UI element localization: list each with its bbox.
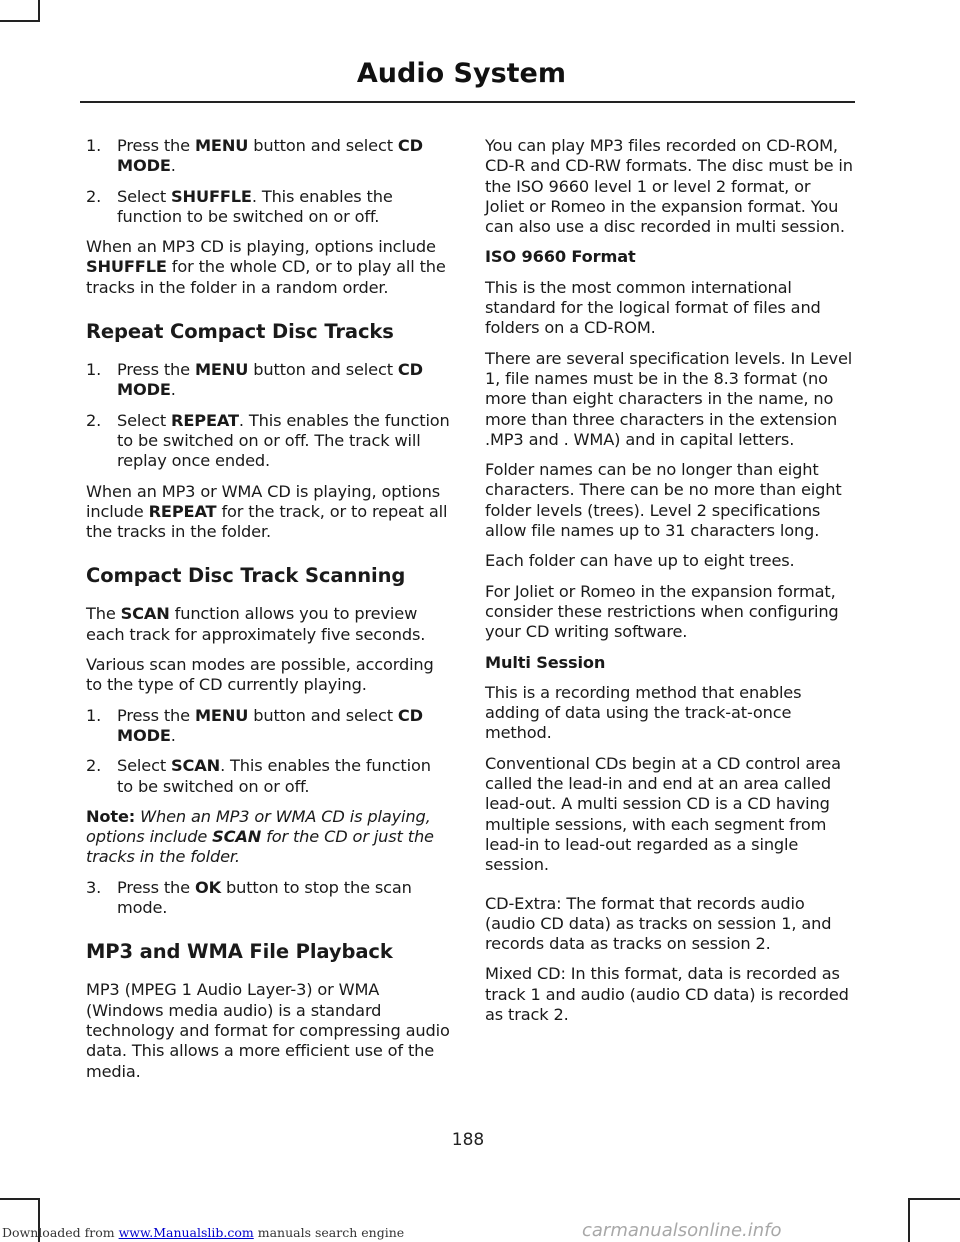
list-item: 1. Press the MENU button and select CD MODE.	[86, 705, 423, 745]
list-item: 2. Select SCAN. This enables the function to be switched on or off.	[86, 756, 431, 796]
list-item: 3. Press the OK button to stop the scan mode.	[86, 877, 412, 918]
paragraph: This is a recording method that enables adding of data using the track-at-once method.	[485, 682, 802, 743]
paragraph: This is the most common international standard for the logical format of files and folders on a CD-ROM.	[485, 277, 821, 338]
left-column	[86, 136, 450, 1092]
paragraph: When an MP3 or WMA CD is playing, options include REPEAT for the track, or to repeat all the tracks in the folder.	[86, 481, 448, 542]
watermark: carmanualsonline.info	[582, 1220, 782, 1241]
paragraph: You can play MP3 files recorded on CD-ROM, CD-R and CD-RW formats. The disc must be in the ISO 9660 level 1 or level 2 format, or Joliet or Romeo in the expansion format. You can also use a disc recorded in multi session.	[485, 136, 853, 237]
paragraph: Each folder can have up to eight trees.	[485, 551, 795, 571]
paragraph: CD-Extra: The format that records audio (audio CD data) as tracks on session 1, and records data as tracks on session 2.	[485, 893, 832, 954]
section-heading: MP3 and WMA File Playback	[86, 940, 393, 964]
list-item: 2. Select REPEAT. This enables the function to be switched on or off. The track will replay once ended.	[86, 410, 450, 471]
page-number: 188	[451, 1130, 485, 1150]
paragraph: The SCAN function allows you to preview each track for approximately five seconds.	[86, 604, 426, 644]
paragraph: MP3 (MPEG 1 Audio Layer-3) or WMA (Windows media audio) is a standard technology and format for compressing audio data. This allows a more efficient use of the media.	[86, 980, 450, 1081]
paragraph: When an MP3 CD is playing, options include SHUFFLE for the whole CD, or to play all the tracks in the folder in a random order.	[86, 237, 446, 297]
paragraph: Mixed CD: In this format, data is recorded as track 1 and audio (audio CD data) is recorded as track 2.	[485, 964, 849, 1024]
page-title: Audio System	[356, 58, 566, 89]
list-item: 1. Press the MENU button and select CD MODE.	[86, 360, 423, 400]
crop-mark	[38, 0, 40, 22]
paragraph: There are several specification levels. In Level 1, file names must be in the 8.3 format (no more than eight characters in the name, no more than three characters in the extension .MP3 and . WMA) and in capital letters.	[485, 348, 853, 449]
paragraph: For Joliet or Romeo in the expansion format, consider these restrictions when configuring your CD writing software.	[485, 581, 839, 642]
list-item: 2. Select SHUFFLE. This enables the function to be switched on or off.	[86, 186, 393, 226]
paragraph: Various scan modes are possible, according to the type of CD currently playing.	[86, 655, 434, 695]
paragraph: Folder names can be no longer than eight characters. There can be no more than eight folder levels (trees). Level 2 specifications allow file names up to 31 characters long.	[485, 460, 842, 541]
section-heading: Repeat Compact Disc Tracks	[86, 320, 394, 344]
right-column	[485, 136, 853, 1035]
crop-mark	[0, 1198, 40, 1200]
crop-mark	[908, 1198, 910, 1242]
crop-mark	[0, 20, 40, 22]
download-note: Downloaded from www.Manualslib.com manuals search engine	[2, 1225, 405, 1240]
subsection-heading: Multi Session	[485, 652, 606, 672]
subsection-heading: ISO 9660 Format	[485, 247, 636, 267]
section-heading: Compact Disc Track Scanning	[86, 564, 406, 588]
paragraph: Conventional CDs begin at a CD control area called the lead-in and end at an area called lead-out. A multi session CD is a CD having multiple sessions, with each segment from lead-in to lead-out regarded as a single session.	[485, 753, 841, 875]
crop-mark	[908, 1198, 960, 1200]
note: Note: When an MP3 or WMA CD is playing, options include SCAN for the CD or just the tracks in the folder.	[86, 806, 434, 867]
list-item: 1. Press the MENU button and select CD MODE.	[86, 136, 423, 176]
manualslib-link[interactable]: www.Manualslib.com	[118, 1225, 254, 1240]
header-rule	[80, 101, 855, 103]
